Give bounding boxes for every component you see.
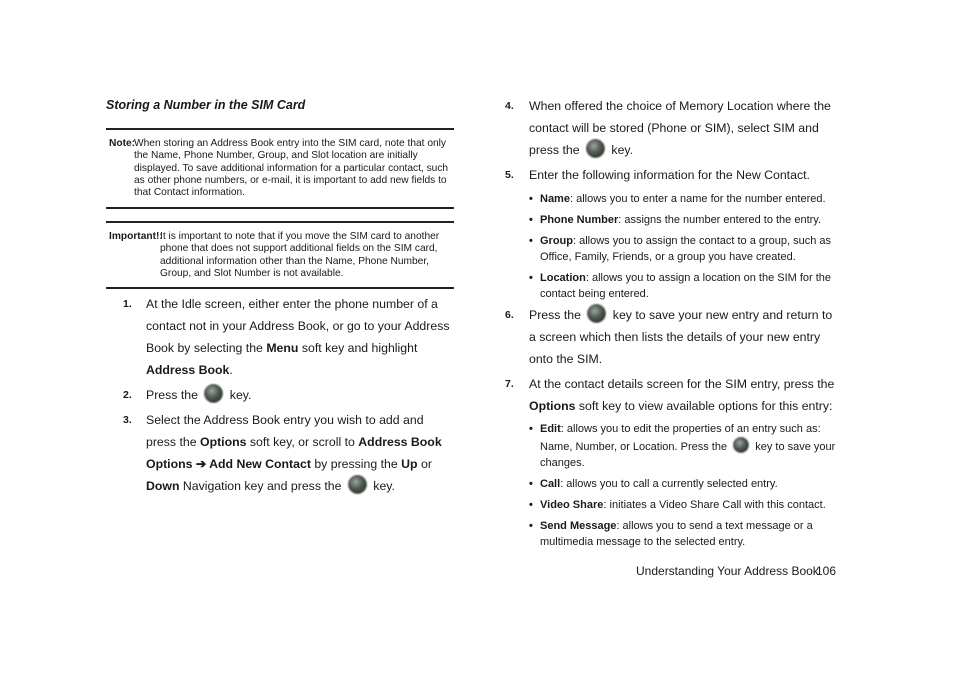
important-box	[106, 221, 454, 289]
step-text: Press the key.	[146, 384, 455, 406]
list-item: • Location: allows you to assign a location on the SIM for the contact being entered.	[529, 270, 839, 302]
step-text: Press the key to save your new entry and return to a screen which then lists the details of your new entry onto the SIM.	[529, 304, 840, 370]
note-box	[106, 128, 454, 209]
note-text: When storing an Address Book entry into the SIM card, note that only the Name, Phone Number, Group, and Slot location are initially displayed. To save additional information for a particular contact, such as other phone numbers, or e-mail, it is important to add new fields to that Contact information.	[134, 138, 449, 199]
section-title: Storing a Number in the SIM Card	[106, 98, 306, 112]
menu-term: Menu	[266, 341, 299, 355]
ok-key-icon	[587, 304, 606, 323]
step-number: 3.	[123, 414, 132, 426]
step-number: 1.	[123, 298, 132, 310]
page-number: 106	[816, 564, 837, 578]
note-label: Note:	[109, 138, 136, 149]
step-text: Select the Address Book entry you wish to add and press the Options soft key, or scroll to Address Book Options ➔ Add New Contact by pressing the Up or Down Navigation key and press the key.	[146, 413, 442, 493]
step-number: 5.	[505, 169, 514, 181]
important-label: Important!:	[109, 231, 163, 242]
step-number: 7.	[505, 378, 514, 390]
footer-section-name: Understanding Your Address Book	[636, 564, 819, 578]
list-item: • Edit: allows you to edit the properties of an entry such as: Name, Number, or Location. Press the key to save your changes.	[529, 421, 839, 471]
step-text: At the Idle screen, either enter the phone number of a contact not in your Address Book, or go to your Address Book by selecting the Menu soft key and highlight Address Book.	[146, 297, 450, 377]
list-item: • Video Share: initiates a Video Share Call with this contact.	[529, 497, 839, 513]
list-item: • Send Message: allows you to send a text message or a multimedia message to the selected entry.	[529, 518, 839, 550]
address-book-term: Address Book	[146, 363, 230, 377]
list-item: • Phone Number: assigns the number entered to the entry.	[529, 212, 839, 228]
list-item: • Group: allows you to assign the contact to a group, such as Office, Family, Friends, or a group you have created.	[529, 233, 839, 265]
step-5-bullets	[529, 191, 839, 307]
step-text: When offered the choice of Memory Location where the contact will be stored (Phone or SIM), select SIM and press the key.	[529, 99, 831, 157]
step-number: 6.	[505, 309, 514, 321]
ok-key-icon	[204, 384, 223, 403]
ok-key-icon	[733, 437, 749, 453]
ok-key-icon	[348, 475, 367, 494]
step-text: At the contact details screen for the SIM entry, press the Options soft key to view available options for this entry:	[529, 377, 835, 413]
ok-key-icon	[586, 139, 605, 158]
list-item: • Call: allows you to call a currently selected entry.	[529, 476, 839, 492]
step-text: Enter the following information for the New Contact.	[529, 168, 810, 182]
list-item: • Name: allows you to enter a name for the number entered.	[529, 191, 839, 207]
important-text: It is important to note that if you move the SIM card to another phone that does not support additional fields on the SIM card, additional information other than the Name, Phone Number, Group, and Slot Number is not available.	[160, 231, 440, 279]
step-7-bullets	[529, 421, 839, 555]
step-number: 4.	[505, 100, 514, 112]
step-number: 2.	[123, 389, 132, 401]
